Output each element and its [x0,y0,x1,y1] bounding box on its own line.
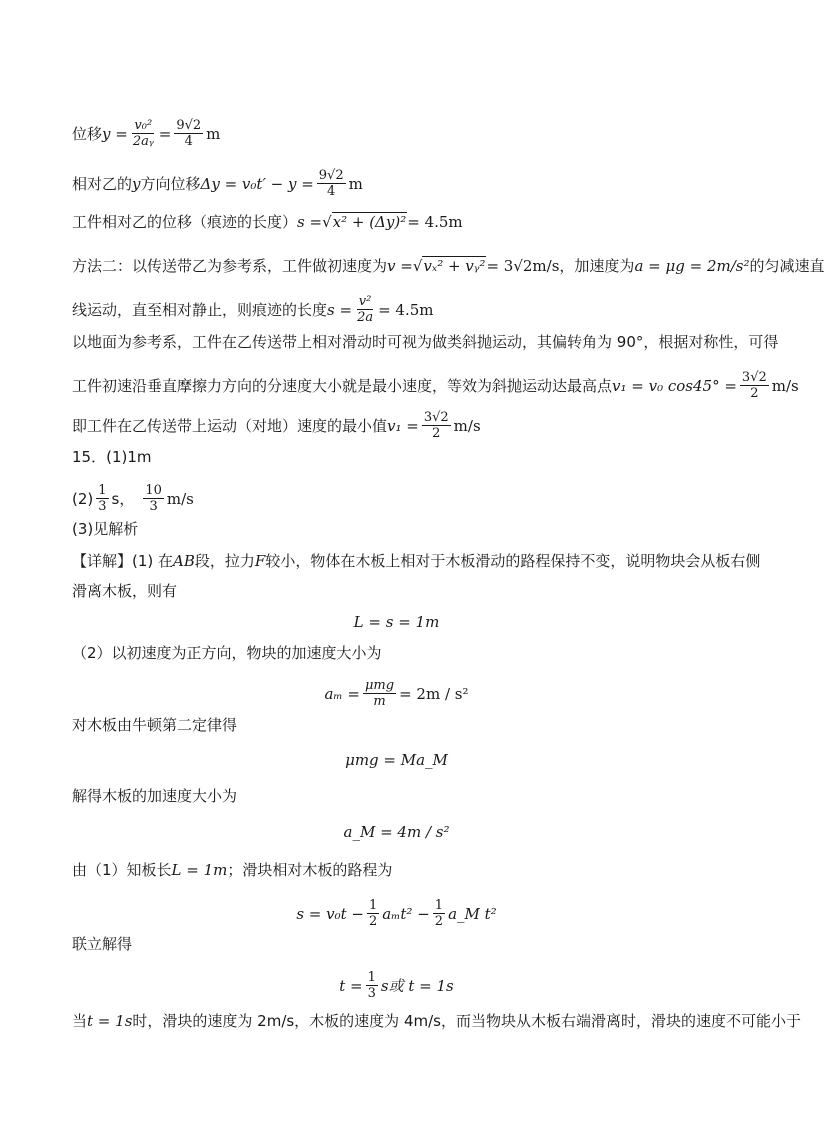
fraction-denominator: 3 [367,986,376,1001]
fraction-denominator: 4 [184,134,193,149]
board-acceleration-intro [72,786,733,806]
math-expr: aₘt² − [382,904,430,923]
fraction [363,678,396,709]
fraction [740,370,769,401]
fraction-denominator: 2aᵧ [132,134,154,149]
relative-path-intro [72,860,733,880]
text-segment: 时，滑块的速度为 2m/s，木板的速度为 4m/s，而当物块从木板右端滑离时，滑块的速度不可能小于 [132,1012,801,1030]
answer-15-part1 [72,447,733,467]
board-acceleration-equation [60,822,733,842]
answer-15-part2 [72,483,733,514]
unit: m [348,174,363,193]
text-segment: ，加速度为 [559,257,635,275]
fraction [422,410,451,441]
method-two-line [72,256,825,276]
radicand: vₓ² + vᵧ² [423,257,486,275]
fraction-denominator: 3 [98,499,107,514]
math-expr: t = [339,976,363,995]
text-segment: 对木板由牛顿第二定律得 [72,716,238,734]
text-segment: (3)见解析 [72,520,139,538]
text-segment: 位移 [72,124,103,143]
math-expr: s = v₀t − [296,904,364,923]
math-expr: = [158,124,172,143]
answer-15-part3 [72,519,733,539]
fraction [174,118,203,149]
unit: m [206,124,221,143]
unit: m/s [453,416,481,435]
text-segment: 线运动，直至相对静止，则痕迹的长度 [72,300,328,319]
fraction [366,970,378,1001]
minimum-speed-conclusion-line [72,410,733,441]
fraction [96,483,108,514]
fraction [317,168,346,199]
math-expr: s或 t = 1s [380,976,454,995]
text-segment: 【详解】(1) 在 [72,552,174,570]
fraction-numerator: v₀² [134,118,153,133]
fraction-denominator: 2 [432,426,441,441]
block-acceleration-equation [60,678,733,709]
math-expr: a_M = 4m / s² [343,823,450,841]
detailed-solution-line [72,551,761,571]
text-segment: 较小，物体在木板上相对于木板滑动的路程保持不变，说明物块会从板右侧 [265,552,761,570]
text-segment: 相对乙的 [72,174,133,193]
math-expr: v = [387,257,413,275]
solve-intro [72,934,733,954]
fraction-denominator: 2 [368,914,378,929]
math-expr: L = 1m [171,861,228,879]
text-segment: 即工件在乙传送带上运动（对地）速度的最小值 [72,416,388,435]
relative-y-displacement-line [72,168,733,199]
time-solution-equation [60,970,733,1001]
text-segment: 的匀减速直 [749,257,825,275]
math-expr: a_M t² [448,904,497,923]
text-segment: ；滑块相对木板的路程为 [227,861,393,879]
fraction-denominator: 2 [750,386,759,401]
fraction-numerator: 3√2 [741,370,767,385]
fraction [355,294,375,325]
fraction-numerator: 1 [98,483,107,498]
math-expr: L = s = 1m [353,613,440,631]
fraction-denominator: m [373,694,386,709]
fraction-numerator: 9√2 [318,168,344,183]
text-segment: 联立解得 [72,935,133,953]
text-segment: 工件相对乙的位移（痕迹的长度） [72,213,298,231]
slide-off-line [72,581,733,601]
math-expr: μmg = Ma_M [345,751,448,769]
fraction-numerator: μmg [364,678,395,693]
fraction-numerator: 10 [145,483,162,498]
math-expr: Δy = v₀t′ − y = [200,174,314,193]
text-segment: 15．(1)1m [72,448,152,466]
math-expr: aₘ = [324,684,360,703]
math-var: F [254,552,266,570]
math-expr: s = [297,213,323,231]
trace-length-line [72,212,733,232]
text-segment: 段，拉力 [194,552,255,570]
unit: m/s [166,489,194,508]
unit: m/s [771,376,799,395]
fraction-numerator: 3√2 [423,410,449,425]
fraction-numerator: v² [358,294,372,309]
math-result: = 4.5m [407,213,463,231]
relative-path-equation [60,898,733,929]
math-expr: a = μg = 2m/s² [634,257,750,275]
text-segment: 以地面为参考系，工件在乙传送带上相对滑动时可视为做类斜抛运动，其偏转角为 90°，根据对称性，可得 [72,333,779,351]
text-segment: 工件初速沿垂直摩擦力方向的分速度大小就是最小速度，等效为斜抛运动达最高点 [72,376,613,395]
math-result: = 4.5m [378,300,434,319]
math-expr: v₁ = [387,416,419,435]
board-length-equation [60,612,733,632]
text-segment: 由（1）知板长 [72,861,172,879]
uniform-deceleration-line [72,294,733,325]
text-segment: (2) [72,489,94,508]
fraction-denominator: 2 [434,914,444,929]
fraction-numerator: 1 [434,898,444,913]
math-expr: v₁ = v₀ cos45° = [612,376,737,395]
fraction-numerator: 9√2 [176,118,202,133]
math-result: = 3√2m/s [486,257,560,275]
unit: s， [111,489,135,508]
math-expr: y = [102,124,128,143]
minimum-speed-line [72,370,799,401]
fraction [367,898,379,929]
math-var: AB [173,552,195,570]
newton-second-law-intro [72,715,733,735]
text-segment: 解得木板的加速度大小为 [72,787,238,805]
math-result: = 2m / s² [399,684,469,703]
square-root: √x² + (Δy)² [322,213,407,231]
math-var: y [132,174,141,193]
fraction [433,898,445,929]
text-segment: 当 [72,1012,88,1030]
text-segment: （2）以初速度为正方向，物块的加速度大小为 [72,644,382,662]
fraction-numerator: 1 [367,970,376,985]
square-root: √vₓ² + vᵧ² [412,257,486,275]
text-segment: 方法二：以传送带乙为参考系，工件做初速度为 [72,257,388,275]
fraction [131,118,156,149]
text-segment: 滑离木板，则有 [72,582,178,600]
text-segment: 方向位移 [140,174,201,193]
fraction-denominator: 3 [149,499,158,514]
math-expr: t = 1s [87,1012,133,1030]
fraction-denominator: 2a [357,310,374,325]
ground-frame-line [72,332,779,352]
displacement-y-line [72,118,733,149]
radicand: x² + (Δy)² [332,213,407,231]
velocity-analysis-line [72,1011,801,1031]
fraction-denominator: 4 [327,184,336,199]
math-expr: s = [327,300,353,319]
block-acceleration-intro [72,643,733,663]
fraction [143,483,164,514]
newton-second-law-equation [60,750,733,770]
fraction-numerator: 1 [368,898,378,913]
